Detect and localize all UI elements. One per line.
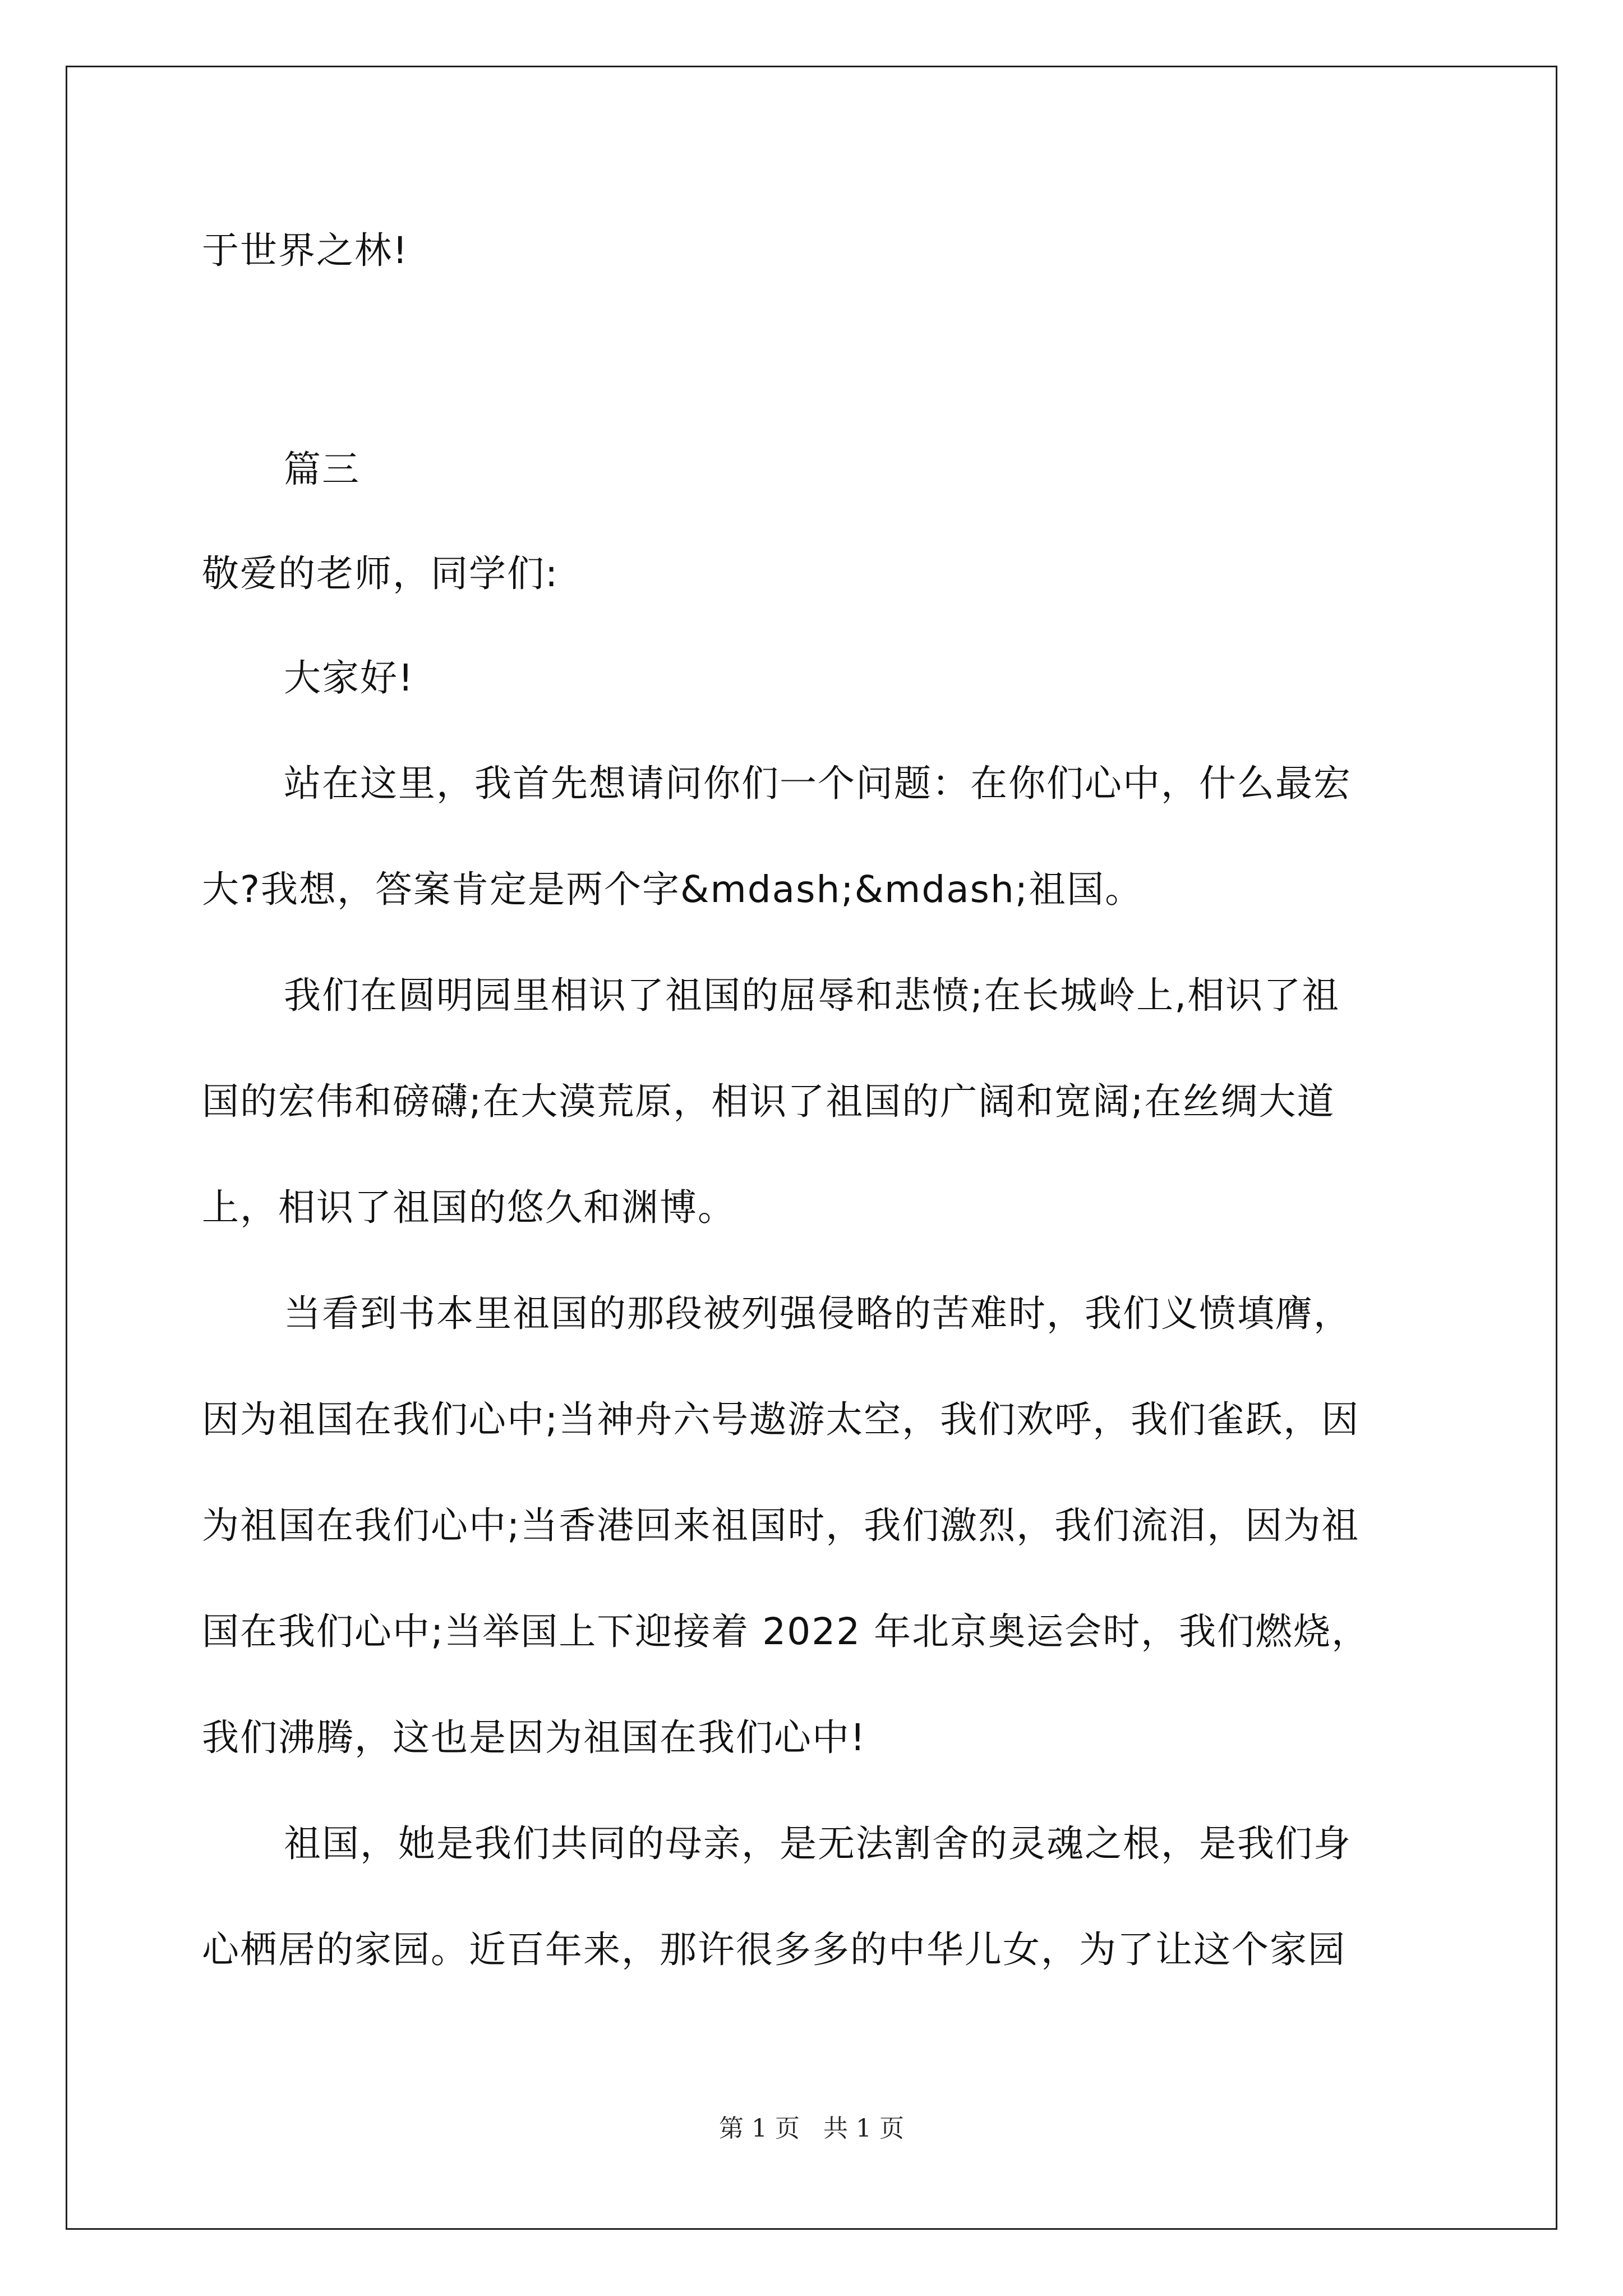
greeting: 大家好!	[284, 656, 414, 700]
paragraph-line: 我们在圆明园里相识了祖国的屈辱和悲愤;在长城岭上,相识了祖	[284, 974, 1340, 1017]
paragraph-line: 上，相识了祖国的悠久和渊博。	[202, 1186, 736, 1229]
paragraph-line: 大?我想，答案肯定是两个字&mdash;&mdash;祖国。	[202, 868, 1144, 911]
paragraph-line: 国在我们心中;当举国上下迎接着 2022 年北京奥运会时，我们燃烧，	[202, 1610, 1370, 1653]
page-border	[66, 66, 1557, 2230]
paragraph-line: 心栖居的家园。近百年来，那许很多多的中华儿女，为了让这个家园	[202, 1928, 1346, 1971]
paragraph-line: 当看到书本里祖国的那段被列强侵略的苦难时，我们义愤填膺，	[284, 1292, 1352, 1335]
paragraph-line: 我们沸腾，这也是因为祖国在我们心中!	[202, 1716, 866, 1759]
page-number: 第 1 页	[719, 2114, 800, 2143]
section-heading: 篇三	[284, 448, 360, 491]
page-footer	[0, 2116, 1623, 2141]
paragraph-line: 因为祖国在我们心中;当神舟六号遨游太空，我们欢呼，我们雀跃，因	[202, 1398, 1360, 1441]
paragraph-line: 站在这里，我首先想请问你们一个问题：在你们心中，什么最宏	[284, 762, 1352, 805]
paragraph-line: 祖国，她是我们共同的母亲，是无法割舍的灵魂之根，是我们身	[284, 1822, 1352, 1865]
text-line: 于世界之林!	[202, 229, 409, 272]
salutation: 敬爱的老师，同学们:	[202, 552, 559, 595]
page-count: 共 1 页	[823, 2114, 904, 2143]
paragraph-line: 国的宏伟和磅礴;在大漠荒原，相识了祖国的广阔和宽阔;在丝绸大道	[202, 1080, 1335, 1123]
paragraph-line: 为祖国在我们心中;当香港回来祖国时，我们激烈，我们流泪，因为祖	[202, 1504, 1360, 1547]
